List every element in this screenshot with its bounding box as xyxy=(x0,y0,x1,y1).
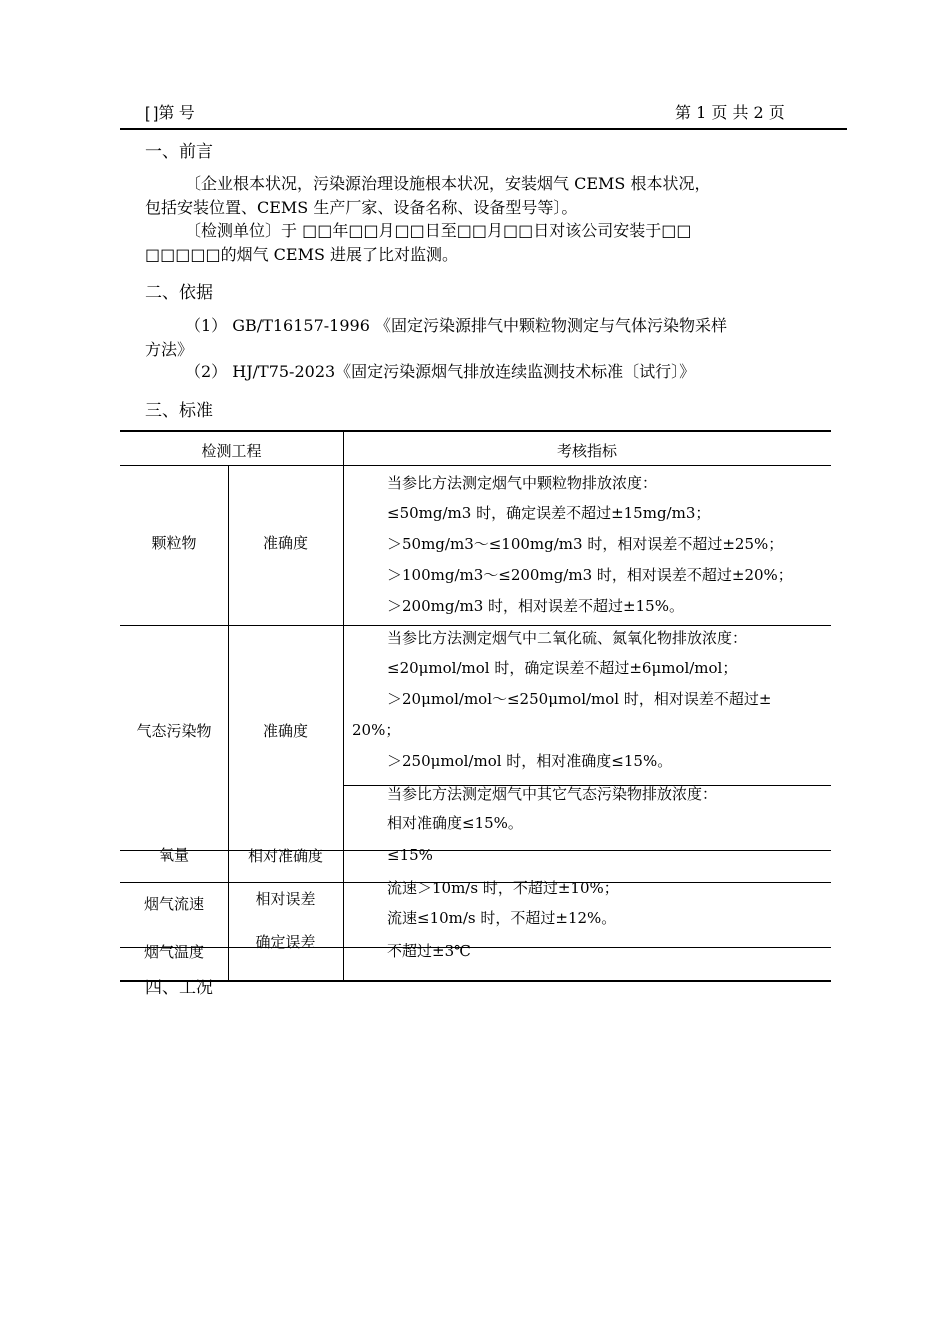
gaseous-criteria-line: 当参比方法测定烟气中二氧化硫、氮氧化物排放浓度： xyxy=(387,629,748,647)
preface-paragraph-1-line-2: 包括安装位置、CEMS 生产厂家、设备名称、设备型号等〕。 xyxy=(145,198,578,217)
row-flow-name: 烟气流速 xyxy=(143,895,204,913)
particulate-criteria-line: 当参比方法测定烟气中颗粒物排放浓度： xyxy=(387,474,658,492)
gaseous-criteria-line: ≤20μmol/mol 时，确定误差不超过±6μmol/mol； xyxy=(387,659,738,677)
particulate-criteria-line: ＞50mg/m3～≤100mg/m3 时，相对误差不超过±25%； xyxy=(387,535,784,553)
row-temperature-name: 烟气温度 xyxy=(143,943,204,961)
particulate-criteria-line: ＞200mg/m3 时，相对误差不超过±15%。 xyxy=(387,597,684,615)
row-flow-metric: 相对误差 xyxy=(255,890,316,908)
row-gaseous-name: 气态污染物 xyxy=(136,722,212,740)
gaseous-criteria-line: ＞20μmol/mol～≤250μmol/mol 时，相对误差不超过± xyxy=(387,690,772,708)
section-title-preface: 一、前言 xyxy=(145,142,213,162)
table-header-criteria: 考核指标 xyxy=(556,442,617,460)
section-title-conditions: 四、工况 xyxy=(145,978,213,998)
table-column-rule xyxy=(343,430,344,981)
flow-criteria-line: 流速≤10m/s 时，不超过±12%。 xyxy=(387,909,617,927)
gaseous-other-criteria-line: 相对准确度≤15%。 xyxy=(387,814,523,832)
table-row-rule xyxy=(120,625,831,626)
row-gaseous-metric: 准确度 xyxy=(262,722,308,740)
table-header-rule xyxy=(120,465,831,466)
preface-paragraph-2-line-1: 〔检测单位〕于 □□年□□月□□日至□□月□□日对该公司安装于□□ xyxy=(185,221,692,240)
gaseous-criteria-line: 20%； xyxy=(352,721,401,739)
basis-item-2: （2） HJ/T75-2023《固定污染源烟气排放连续监测技术标准〔试行〕》 xyxy=(185,362,696,381)
row-oxygen-name: 氧量 xyxy=(158,846,189,864)
row-oxygen-metric: 相对准确度 xyxy=(247,847,323,865)
gaseous-other-criteria-line: 当参比方法测定烟气中其它气态污染物排放浓度： xyxy=(387,785,718,803)
temperature-criteria: 不超过±3℃ xyxy=(387,942,471,960)
section-title-standard: 三、标准 xyxy=(145,401,213,421)
table-top-rule xyxy=(120,430,831,432)
table-header-item: 检测工程 xyxy=(201,442,262,460)
table-bottom-rule xyxy=(120,980,831,982)
preface-paragraph-1-line-1: 〔企业根本状况，污染源治理设施根本状况，安装烟气 CEMS 根本状况， xyxy=(185,174,711,193)
preface-paragraph-2-line-2: □□□□□的烟气 CEMS 进展了比对监测。 xyxy=(145,245,459,264)
row-particulate-metric: 准确度 xyxy=(262,534,308,552)
page-number-field: [ ]第 号 xyxy=(145,105,195,122)
basis-item-1-line-1: （1） GB/T16157-1996 《固定污染源排气中颗粒物测定与气体污染物采样 xyxy=(185,316,727,335)
particulate-criteria-line: ≤50mg/m3 时，确定误差不超过±15mg/m3； xyxy=(387,504,711,522)
page-count: 第 1 页 共 2 页 xyxy=(675,103,785,122)
header-rule xyxy=(120,128,847,130)
row-temperature-metric: 确定误差 xyxy=(255,933,316,951)
particulate-criteria-line: ＞100mg/m3～≤200mg/m3 时，相对误差不超过±20%； xyxy=(387,566,793,584)
oxygen-criteria: ≤15% xyxy=(387,846,433,864)
flow-criteria-line: 流速＞10m/s 时，不超过±10%； xyxy=(387,879,619,897)
section-title-basis: 二、依据 xyxy=(145,283,213,303)
row-particulate-name: 颗粒物 xyxy=(151,534,197,552)
basis-item-1-line-2: 方法》 xyxy=(145,340,194,359)
gaseous-criteria-line: ＞250μmol/mol 时，相对准确度≤15%。 xyxy=(387,752,673,770)
